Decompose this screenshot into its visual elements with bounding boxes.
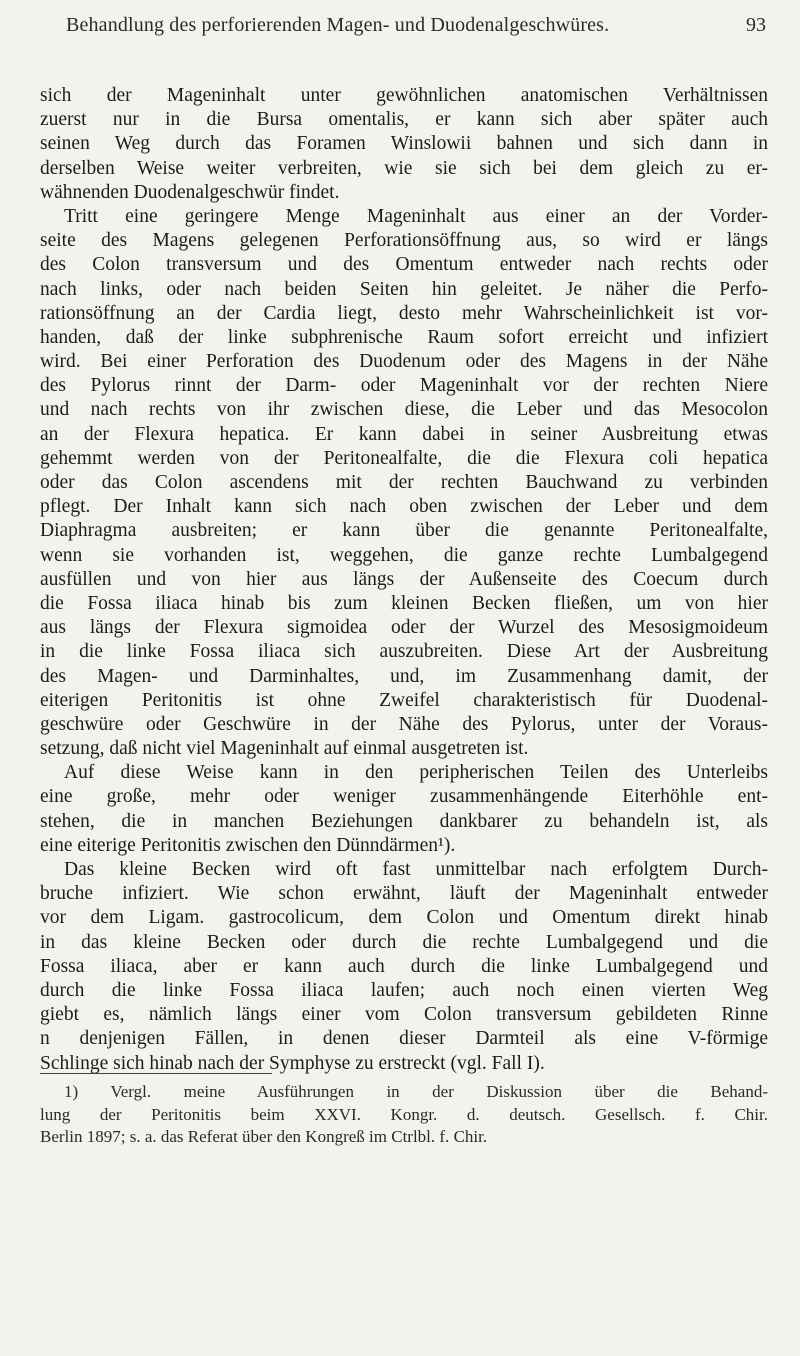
text-line: eiterigen Peritonitis ist ohne Zweifel charakteristisch für Duodenal-: [40, 689, 768, 711]
text-line: gehemmt werden von der Peritonealfalte, die die Flexura coli hepatica: [40, 447, 768, 469]
footnote-line: 1) Vergl. meine Ausführungen in der Diskussion über die Behand-: [64, 1082, 768, 1101]
text-line: giebt es, nämlich längs einer vom Colon transversum gebildeten Rinne: [40, 1004, 768, 1026]
text-line: nach links, oder nach beiden Seiten hin geleitet. Je näher die Perfo-: [40, 278, 768, 300]
paragraph-start-line: Das kleine Becken wird oft fast unmittelbar nach erfolgtem Durch-: [64, 859, 768, 880]
text-line: eine eiterige Peritonitis zwischen den Dünndärmen¹).: [40, 834, 456, 856]
text-line: bruche infiziert. Wie schon erwähnt, läuft der Mageninhalt entweder: [40, 883, 768, 905]
paragraph-start-line: Tritt eine geringere Menge Mageninhalt aus einer an der Vorder-: [64, 205, 768, 227]
text-line: geschwüre oder Geschwüre in der Nähe des Pylorus, unter der Voraus-: [40, 713, 768, 735]
text-line: rationsöffnung an der Cardia liegt, desto mehr Wahrscheinlichkeit ist vor-: [40, 302, 768, 324]
text-line: setzung, daß nicht viel Mageninhalt auf einmal ausgetreten ist.: [40, 738, 529, 760]
text-line: durch die linke Fossa iliaca laufen; auch noch einen vierten Weg: [40, 979, 768, 1001]
page-number: 93: [746, 14, 766, 36]
text-line: wenn sie vorhanden ist, weggehen, die ganze rechte Lumbalgegend: [40, 544, 768, 566]
text-line: handen, daß der linke subphrenische Raum sofort erreicht und infiziert: [40, 326, 768, 348]
text-line: an der Flexura hepatica. Er kann dabei in seiner Ausbreitung etwas: [40, 423, 768, 445]
body-text: [40, 84, 768, 1076]
text-line: seinen Weg durch das Foramen Winslowii bahnen und sich dann in: [40, 133, 768, 155]
text-line: derselben Weise weiter verbreiten, wie sie sich bei dem gleich zu er-: [40, 157, 768, 179]
text-line: Schlinge sich hinab nach der Symphyse zu erstreckt (vgl. Fall I).: [40, 1052, 545, 1074]
text-line: oder das Colon ascendens mit der rechten Bauchwand zu verbinden: [40, 472, 768, 493]
text-line: pflegt. Der Inhalt kann sich nach oben zwischen der Leber und dem: [40, 496, 768, 518]
text-line: zuerst nur in die Bursa omentalis, er kann sich aber später auch: [40, 109, 768, 131]
footnote-line: Berlin 1897; s. a. das Referat über den Kongreß im Ctrlbl. f. Chir.: [40, 1127, 488, 1146]
text-line: des Pylorus rinnt der Darm- oder Mageninhalt vor der rechten Niere: [40, 375, 768, 397]
running-head: [66, 14, 766, 44]
text-line: in die linke Fossa iliaca sich auszubreiten. Diese Art der Ausbreitung: [40, 641, 768, 663]
text-line: stehen, die in manchen Beziehungen dankbarer zu behandeln ist, als: [40, 810, 768, 832]
text-line: die Fossa iliaca hinab bis zum kleinen Becken fließen, um von hier: [40, 592, 768, 614]
text-line: des Magen- und Darminhaltes, und, im Zusammenhang damit, der: [40, 665, 768, 687]
text-line: vor dem Ligam. gastrocolicum, dem Colon und Omentum direkt hinab: [40, 907, 768, 929]
text-line: und nach rechts von ihr zwischen diese, die Leber und das Mesocolon: [40, 399, 768, 421]
text-line: des Colon transversum und des Omentum entweder nach rechts oder: [40, 254, 768, 276]
text-line: in das kleine Becken oder durch die rechte Lumbalgegend und die: [40, 931, 768, 953]
text-line: wird. Bei einer Perforation des Duodenum oder des Magens in der Nähe: [40, 351, 768, 373]
footnotes: [40, 1081, 768, 1149]
footnote-line: lung der Peritonitis beim XXVI. Kongr. d. deutsch. Gesellsch. f. Chir.: [40, 1104, 768, 1124]
text-line: n denjenigen Fällen, in denen dieser Darmteil als eine V-förmige: [40, 1028, 768, 1050]
text-line: Fossa iliaca, aber er kann auch durch die linke Lumbalgegend und: [40, 955, 768, 977]
footnote-divider: [40, 1073, 272, 1074]
paragraph-start-line: Auf diese Weise kann in den peripherischen Teilen des Unterleibs: [64, 762, 768, 784]
text-line: seite des Magens gelegenen Perforationsöffnung aus, so wird er längs: [40, 230, 768, 252]
running-title: Behandlung des perforierenden Magen- und Duodenalgeschwüres.: [66, 14, 610, 36]
text-line: wähnenden Duodenalgeschwür findet.: [40, 181, 340, 203]
text-line: Diaphragma ausbreiten; er kann über die genannte Peritonealfalte,: [40, 520, 768, 542]
text-line: eine große, mehr oder weniger zusammenhängende Eiterhöhle ent-: [40, 786, 768, 808]
text-line: ausfüllen und von hier aus längs der Außenseite des Coecum durch: [40, 568, 768, 590]
text-line: sich der Mageninhalt unter gewöhnlichen anatomischen Verhältnissen: [40, 85, 768, 106]
text-line: aus längs der Flexura sigmoidea oder der Wurzel des Mesosigmoideum: [40, 617, 768, 639]
